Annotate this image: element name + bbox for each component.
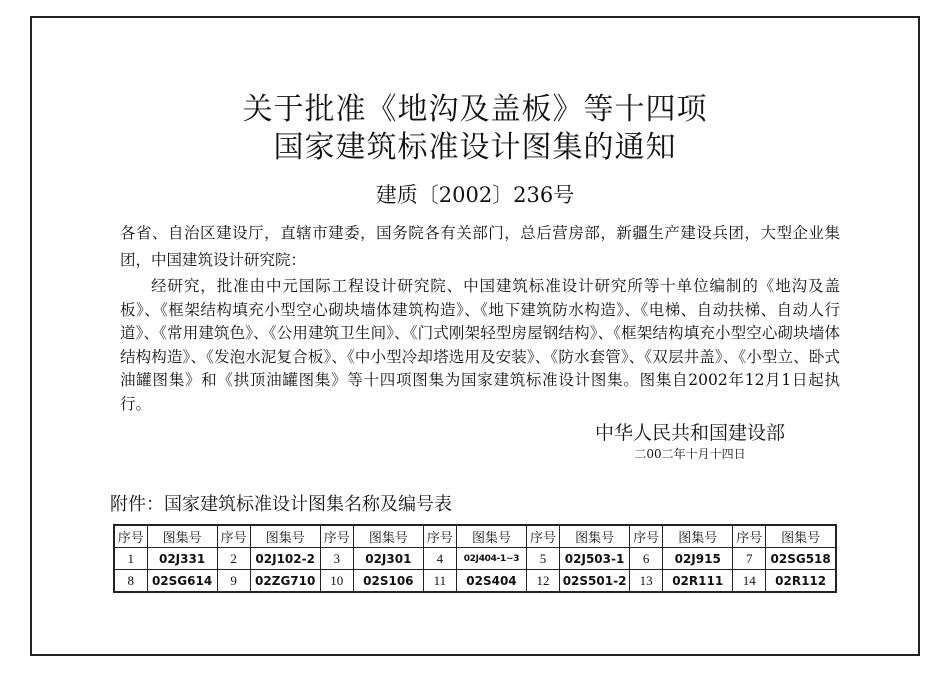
table-row bbox=[114, 548, 836, 570]
notice-title-line2: 国家建筑标准设计图集的通知 bbox=[273, 130, 677, 165]
sequence-cell: 11 bbox=[423, 570, 456, 593]
atlas-number-table bbox=[113, 524, 837, 593]
sequence-cell: 4 bbox=[423, 548, 456, 570]
atlas-code-cell: 02R111 bbox=[663, 570, 733, 593]
sequence-cell: 1 bbox=[114, 548, 147, 570]
sequence-cell: 3 bbox=[320, 548, 353, 570]
atlas-code-cell: 02J915 bbox=[663, 548, 733, 570]
column-header: 序号 bbox=[527, 525, 560, 548]
atlas-code-cell: 02J503-1 bbox=[560, 548, 630, 570]
column-header: 图集号 bbox=[147, 525, 217, 548]
atlas-code-cell: 02S404 bbox=[456, 570, 526, 593]
sequence-cell: 6 bbox=[630, 548, 663, 570]
table-row bbox=[114, 570, 836, 593]
sequence-cell: 12 bbox=[527, 570, 560, 593]
sequence-cell: 14 bbox=[733, 570, 766, 593]
sequence-cell: 5 bbox=[527, 548, 560, 570]
column-header: 序号 bbox=[733, 525, 766, 548]
issuing-authority: 中华人民共和国建设部 bbox=[594, 422, 785, 444]
sequence-cell: 8 bbox=[114, 570, 147, 593]
column-header: 图集号 bbox=[560, 525, 630, 548]
atlas-code-cell: 02SG518 bbox=[766, 548, 836, 570]
atlas-code-cell: 02R112 bbox=[766, 570, 836, 593]
column-header: 序号 bbox=[217, 525, 250, 548]
column-header: 序号 bbox=[630, 525, 663, 548]
sequence-cell: 7 bbox=[733, 548, 766, 570]
atlas-code-cell: 02S501-2 bbox=[560, 570, 630, 593]
atlas-code-cell: 02ZG710 bbox=[250, 570, 320, 593]
atlas-code-cell: 02J102-2 bbox=[250, 548, 320, 570]
column-header: 序号 bbox=[423, 525, 456, 548]
column-header: 图集号 bbox=[353, 525, 423, 548]
atlas-code-cell: 02SG614 bbox=[147, 570, 217, 593]
column-header: 图集号 bbox=[456, 525, 526, 548]
column-header: 序号 bbox=[114, 525, 147, 548]
sequence-cell: 2 bbox=[217, 548, 250, 570]
atlas-code-cell: 02J331 bbox=[147, 548, 217, 570]
atlas-code-cell: 02S106 bbox=[353, 570, 423, 593]
issue-date: 二00二年十月十四日 bbox=[634, 447, 746, 461]
notice-body: 经研究，批准由中元国际工程设计研究院、中国建筑标准设计研究所等十单位编制的《地沟及盖板》、《框架结构填充小型空心砌块墙体建筑构造》、《地下建筑防水构造》、《电梯、自动扶梯、自动人行道》、《常用建筑色》、《公用建筑卫生间》、《门式刚架轻型房屋钢结构》、《框架结构填充小型空心砌块墙体结构构造》、《发泡水泥复合板》、《中小型冷却塔选用及安装》、《防水套管》、《双层井盖》、《小型立、卧式油罐图集》和《拱顶油罐图集》等十四项图集为国家建筑标准设计图集。图集自2002年12月1日起执行。 bbox=[120, 277, 840, 413]
column-header: 图集号 bbox=[250, 525, 320, 548]
column-header: 序号 bbox=[320, 525, 353, 548]
sequence-cell: 13 bbox=[630, 570, 663, 593]
column-header: 图集号 bbox=[663, 525, 733, 548]
table-header-row bbox=[114, 525, 836, 548]
notice-title-line1: 关于批准《地沟及盖板》等十四项 bbox=[242, 92, 708, 127]
sequence-cell: 9 bbox=[217, 570, 250, 593]
atlas-code-cell: 02J404-1~3 bbox=[456, 548, 526, 570]
document-number: 建质〔2002〕236号 bbox=[375, 183, 575, 207]
column-header: 图集号 bbox=[766, 525, 836, 548]
atlas-code-cell: 02J301 bbox=[353, 548, 423, 570]
attachment-title: 附件：国家建筑标准设计图集名称及编号表 bbox=[110, 494, 452, 515]
sequence-cell: 10 bbox=[320, 570, 353, 593]
addressees: 各省、自治区建设厅，直辖市建委，国务院各有关部门，总后营房部，新疆生产建设兵团，大型企业集团，中国建筑设计研究院： bbox=[120, 224, 840, 269]
